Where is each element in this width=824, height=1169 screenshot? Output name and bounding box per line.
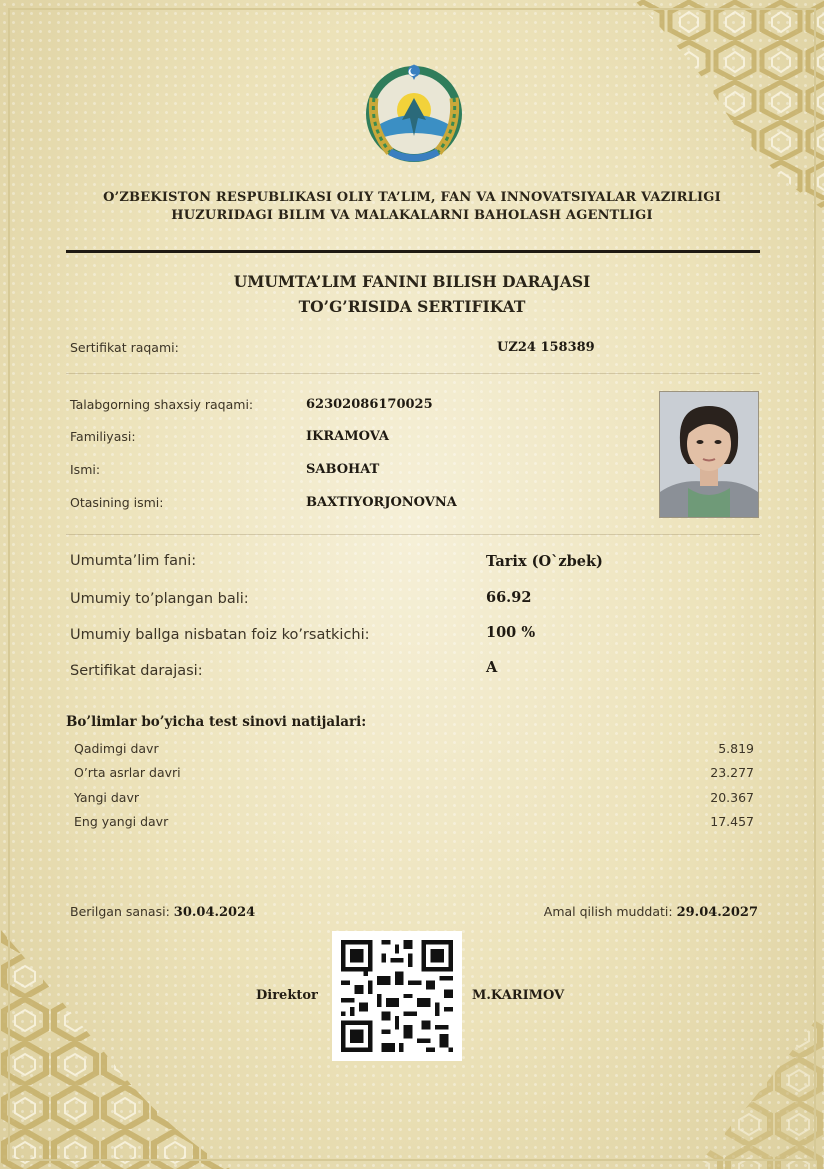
valid-until-label: Amal qilish muddati:: [543, 904, 673, 919]
section-row-label: Eng yangi davr: [74, 814, 169, 829]
grade-label: Sertifikat darajasi:: [70, 663, 203, 679]
state-emblem-icon: [360, 58, 468, 166]
issue-date-label: Berilgan sanasi:: [70, 904, 170, 919]
section-row-value: 17.457: [710, 814, 754, 829]
issue-date-value: 30.04.2024: [173, 905, 256, 920]
section-row-value: 20.367: [710, 790, 754, 805]
header-divider: [66, 250, 760, 253]
section-row-label: Yangi davr: [74, 790, 140, 805]
personal-id-label: Talabgorning shaxsiy raqami:: [70, 397, 254, 412]
certificate-title-line-1: UMUMTA’LIM FANINI BILISH DARAJASI: [233, 272, 591, 291]
grade-value: A: [486, 659, 498, 676]
certificate-number-label: Sertifikat raqami:: [70, 340, 179, 355]
surname-value: IKRAMOVA: [306, 429, 389, 444]
director-label: Direktor: [256, 988, 318, 1003]
director-name: M.KARIMOV: [472, 988, 565, 1003]
section-row-label: Qadimgi davr: [74, 741, 159, 756]
first-name-label: Ismi:: [70, 462, 101, 477]
divider: [66, 373, 760, 374]
subject-value: Tarix (O`zbek): [486, 553, 603, 570]
subject-label: Umumta’lim fani:: [70, 553, 197, 569]
section-row-value: 5.819: [718, 741, 754, 756]
certificate-title-line-2: TO’G’RISIDA SERTIFIKAT: [298, 297, 526, 316]
qr-code-icon[interactable]: [332, 931, 462, 1061]
corner-ornament-bottom-left: [0, 909, 260, 1169]
valid-until-value: 29.04.2027: [676, 905, 758, 920]
ministry-name-line-2: HUZURIDAGI BILIM VA MALAKALARNI BAHOLASH AGENTLIGI: [171, 208, 653, 223]
personal-id-value: 62302086170025: [306, 397, 433, 412]
sections-title: Bo’limlar bo’yicha test sinovi natijalari:: [66, 714, 367, 730]
total-score-label: Umumiy to’plangan bali:: [70, 591, 249, 607]
ministry-name-line-1: O’ZBEKISTON RESPUBLIKASI OLIY TA’LIM, FAN VA INNOVATSIYALAR VAZIRLIGI: [103, 190, 721, 205]
total-score-value: 66.92: [486, 589, 532, 606]
divider: [66, 534, 760, 535]
percent-value: 100 %: [486, 624, 536, 641]
surname-label: Familiyasi:: [70, 429, 136, 444]
section-row-value: 23.277: [710, 765, 754, 780]
corner-ornament-bottom-right: [524, 969, 824, 1169]
section-row-label: O’rta asrlar davri: [74, 765, 181, 780]
issue-date: [70, 904, 255, 920]
patronymic-label: Otasining ismi:: [70, 495, 164, 510]
certificate-number-value: UZ24 158389: [497, 340, 595, 355]
percent-label: Umumiy ballga nisbatan foiz ko’rsatkichi:: [70, 627, 370, 643]
applicant-photo: [659, 391, 759, 518]
first-name-value: SABOHAT: [306, 462, 380, 477]
valid-until-date: [544, 904, 758, 920]
patronymic-value: BAXTIYORJONOVNA: [306, 495, 457, 510]
corner-ornament-top-right: [574, 0, 824, 210]
